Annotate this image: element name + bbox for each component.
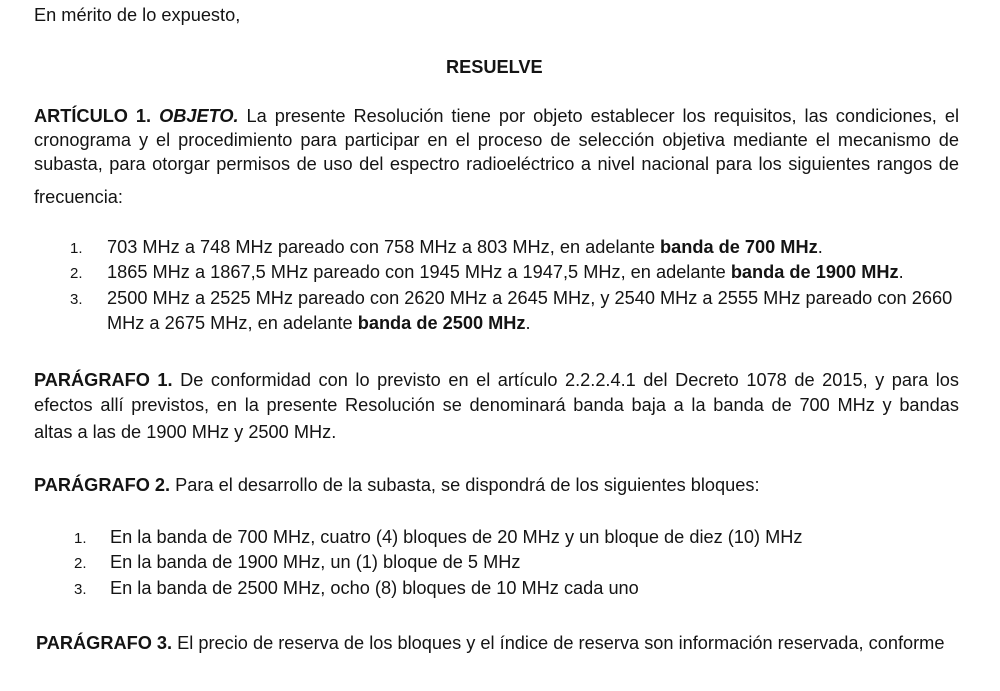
list-number: 3.: [70, 291, 83, 308]
list-item: En la banda de 1900 MHz, un (1) bloque de 5 MHz: [110, 552, 521, 572]
articulo1-line-3: subasta, para otorgar permisos de uso del espectro radioeléctrico a nivel nacional para los siguientes rangos de: [34, 154, 959, 174]
list-number: 2.: [70, 265, 83, 282]
articulo1-text: La presente Resolución tiene por objeto establecer los requisitos, las condiciones, el: [246, 106, 959, 126]
paragrafo1-line-2: efectos allí previstos, en la presente Resolución se denominará banda baja a la banda de 700 MHz y bandas: [34, 395, 959, 415]
list-item-continuation: MHz a 2675 MHz, en adelante banda de 2500 MHz.: [107, 313, 531, 333]
paragrafo3-line: PARÁGRAFO 3. El precio de reserva de los bloques y el índice de reserva son información reservada, conforme: [36, 633, 945, 653]
paragrafo2-label: PARÁGRAFO 2.: [34, 475, 171, 495]
paragrafo3-label: PARÁGRAFO 3.: [36, 633, 173, 653]
list-item: 1865 MHz a 1867,5 MHz pareado con 1945 MHz a 1947,5 MHz, en adelante banda de 1900 MHz.: [107, 262, 904, 282]
list-item: 2500 MHz a 2525 MHz pareado con 2620 MHz a 2645 MHz, y 2540 MHz a 2555 MHz pareado con 2660: [107, 288, 953, 308]
articulo1-line-2: cronograma y el procedimiento para participar en el proceso de selección objetiva mediante el mecanismo de: [34, 130, 959, 150]
list-number: 3.: [74, 581, 87, 598]
articulo1-label: ARTÍCULO 1.: [34, 106, 152, 126]
articulo1-line-4: frecuencia:: [34, 187, 123, 207]
list-number: 2.: [74, 555, 87, 572]
list-item: En la banda de 700 MHz, cuatro (4) bloques de 20 MHz y un bloque de diez (10) MHz: [110, 527, 803, 547]
list-number: 1.: [74, 530, 87, 547]
paragrafo1-label: PARÁGRAFO 1.: [34, 370, 173, 390]
paragrafo1-line-1: PARÁGRAFO 1. De conformidad con lo previsto en el artículo 2.2.2.4.1 del Decreto 1078 de 2015, y para los: [34, 370, 959, 390]
resuelve-heading: RESUELVE: [446, 57, 543, 77]
articulo1-line-1: [34, 105, 959, 128]
list-item: 703 MHz a 748 MHz pareado con 758 MHz a 803 MHz, en adelante banda de 700 MHz.: [107, 237, 823, 257]
paragrafo2-line: PARÁGRAFO 2. Para el desarrollo de la subasta, se dispondrá de los siguientes bloques:: [34, 475, 760, 495]
list-number: 1.: [70, 240, 83, 257]
intro-text: En mérito de lo expuesto,: [34, 5, 241, 25]
paragrafo1-line-3: altas a las de 1900 MHz y 2500 MHz.: [34, 422, 337, 442]
list-item: En la banda de 2500 MHz, ocho (8) bloques de 10 MHz cada uno: [110, 578, 639, 598]
articulo1-emph: OBJETO.: [159, 106, 239, 126]
